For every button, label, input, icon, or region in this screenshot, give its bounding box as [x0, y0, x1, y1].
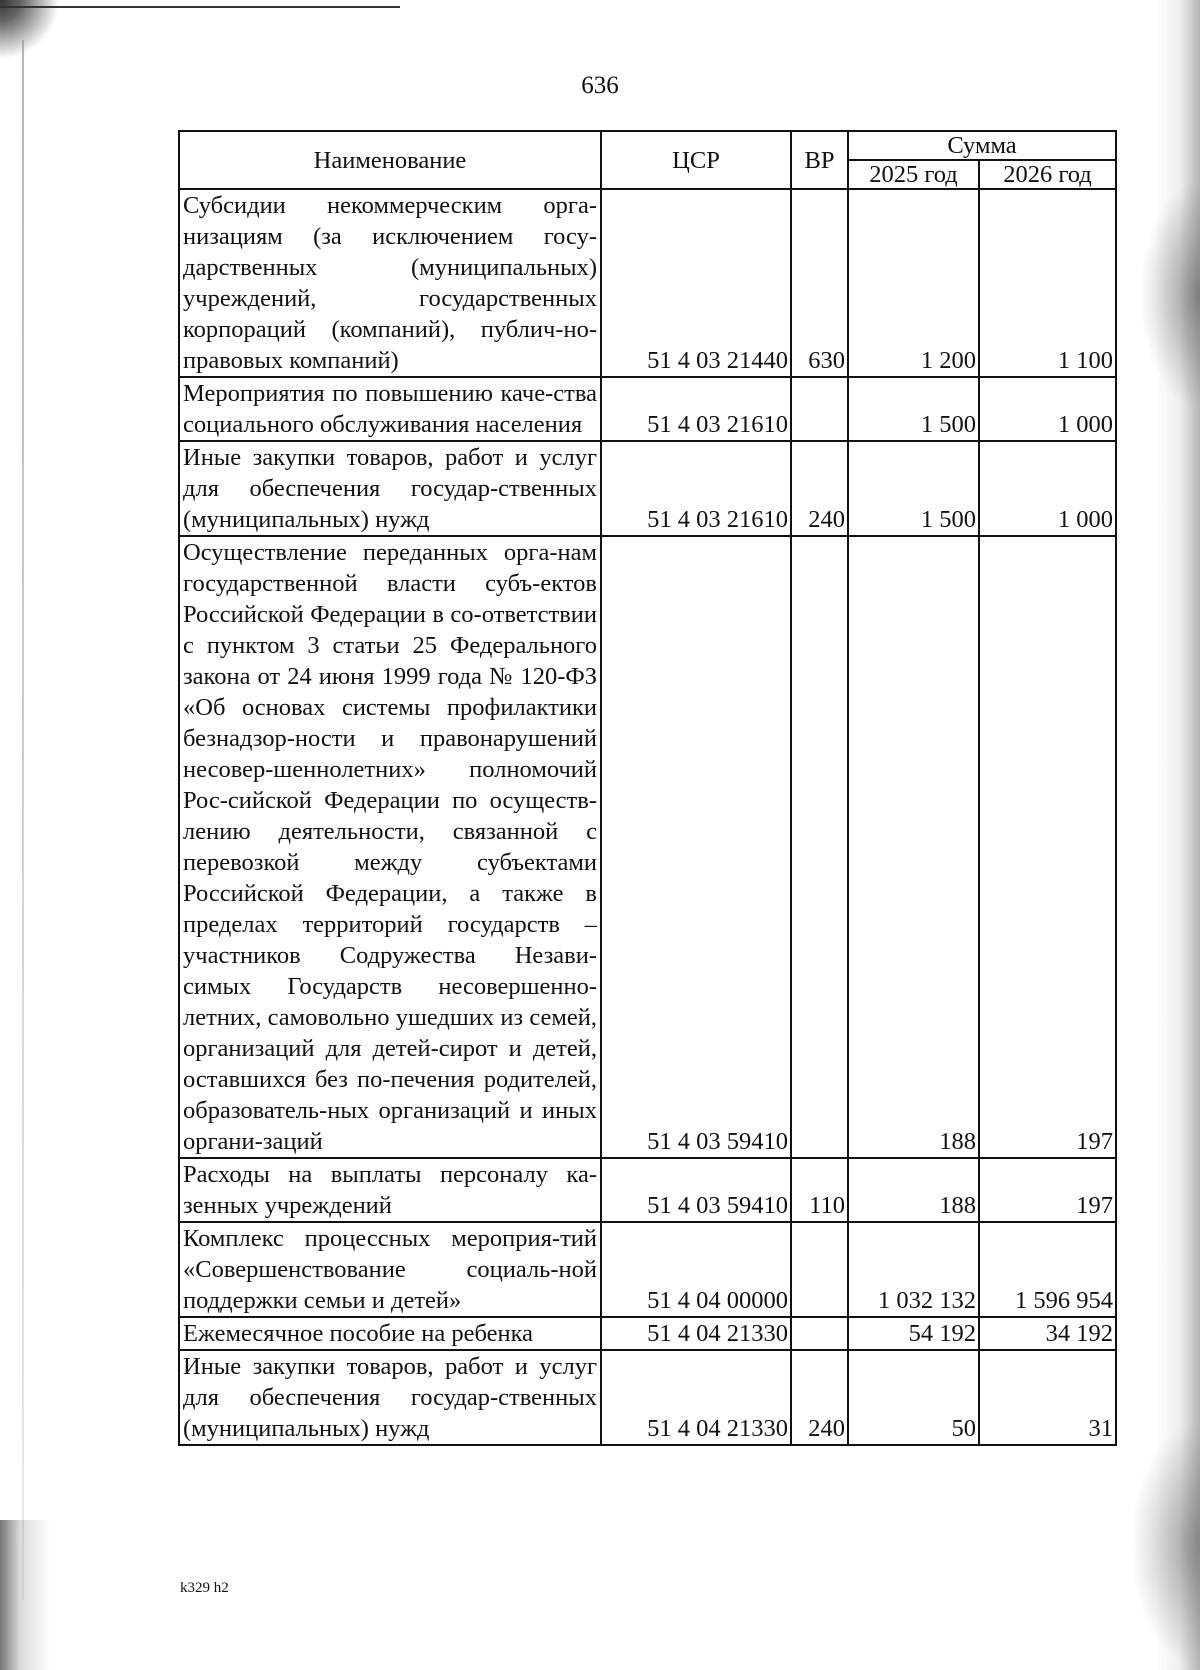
row-vr	[791, 1317, 848, 1350]
row-csr: 51 4 04 21330	[601, 1350, 791, 1445]
row-name: Мероприятия по повышению каче-ства социального обслуживания населения	[179, 377, 601, 441]
row-sum-2026: 1 000	[979, 377, 1116, 441]
header-name: Наименование	[179, 131, 601, 189]
row-csr: 51 4 03 59410	[601, 1158, 791, 1222]
table-row	[179, 1350, 1116, 1445]
row-csr: 51 4 04 00000	[601, 1222, 791, 1317]
row-sum-2025: 50	[848, 1350, 979, 1445]
header-sum: Сумма	[848, 131, 1116, 160]
row-csr: 51 4 04 21330	[601, 1317, 791, 1350]
header-csr: ЦСР	[601, 131, 791, 189]
table-row	[179, 1317, 1116, 1350]
row-vr: 240	[791, 441, 848, 536]
row-vr: 630	[791, 189, 848, 377]
row-name: Субсидии некоммерческим орга-низациям (за исключением госу-дарственных (муниципальных) учреждений, государственных корпораций (компаний), публич-но-правовых компаний)	[179, 189, 601, 377]
row-name: Иные закупки товаров, работ и услуг для обеспечения государ-ственных (муниципальных) нужд	[179, 441, 601, 536]
table-row	[179, 441, 1116, 536]
scan-left-line	[22, 40, 24, 1600]
scan-edge-shadow	[1130, 1420, 1200, 1670]
page-number: 636	[581, 72, 619, 99]
budget-table	[178, 130, 1117, 1446]
row-csr: 51 4 03 59410	[601, 536, 791, 1158]
row-name: Осуществление переданных орга-нам государственной власти субъ-ектов Российской Федерации в со-ответствии с пунктом 3 статьи 25 Федерального закона от 24 июня 1999 года № 120-ФЗ «Об основах системы профилактики безнадзор-ности и правонарушений несовер-шеннолетних» полномочий Рос-сийской Федерации по осуществ-лению деятельности, связанной с перевозкой между субъектами Российской Федерации, а также в пределах территорий государств – участников Содружества Незави-симых Государств несовершенно-летних, самовольно ушедших из семей, организаций для детей-сирот и детей, оставшихся без по-печения родителей, образователь-ных организаций и иных органи-заций	[179, 536, 601, 1158]
table-row	[179, 1222, 1116, 1317]
row-sum-2026: 1 100	[979, 189, 1116, 377]
row-name: Иные закупки товаров, работ и услуг для обеспечения государ-ственных (муниципальных) нужд	[179, 1350, 601, 1445]
table-row	[179, 1158, 1116, 1222]
scan-edge-shadow	[0, 0, 60, 60]
header-vr: ВР	[791, 131, 848, 189]
table-row	[179, 189, 1116, 377]
row-vr: 110	[791, 1158, 848, 1222]
row-sum-2026: 1 000	[979, 441, 1116, 536]
row-vr: 240	[791, 1350, 848, 1445]
row-csr: 51 4 03 21440	[601, 189, 791, 377]
row-sum-2026: 31	[979, 1350, 1116, 1445]
row-name: Расходы на выплаты персоналу ка-зенных учреждений	[179, 1158, 601, 1222]
row-sum-2025: 1 032 132	[848, 1222, 979, 1317]
table-row	[179, 536, 1116, 1158]
scan-top-line	[0, 6, 400, 8]
table-row	[179, 377, 1116, 441]
row-sum-2026: 34 192	[979, 1317, 1116, 1350]
row-sum-2026: 197	[979, 1158, 1116, 1222]
footer-code: k329 h2	[180, 1580, 229, 1596]
row-csr: 51 4 03 21610	[601, 377, 791, 441]
row-sum-2025: 54 192	[848, 1317, 979, 1350]
row-csr: 51 4 03 21610	[601, 441, 791, 536]
header-year-2026: 2026 год	[979, 160, 1116, 189]
row-sum-2026: 197	[979, 536, 1116, 1158]
row-sum-2025: 188	[848, 536, 979, 1158]
scan-edge-shadow	[1140, 180, 1200, 410]
row-sum-2026: 1 596 954	[979, 1222, 1116, 1317]
row-sum-2025: 188	[848, 1158, 979, 1222]
row-sum-2025: 1 200	[848, 189, 979, 377]
header-year-2025: 2025 год	[848, 160, 979, 189]
row-vr	[791, 377, 848, 441]
row-name: Комплекс процессных мероприя-тий «Совершенствование социаль-ной поддержки семьи и детей»	[179, 1222, 601, 1317]
row-vr	[791, 1222, 848, 1317]
row-vr	[791, 536, 848, 1158]
row-name: Ежемесячное пособие на ребенка	[179, 1317, 601, 1350]
row-sum-2025: 1 500	[848, 377, 979, 441]
scan-edge-shadow	[0, 1520, 50, 1670]
row-sum-2025: 1 500	[848, 441, 979, 536]
